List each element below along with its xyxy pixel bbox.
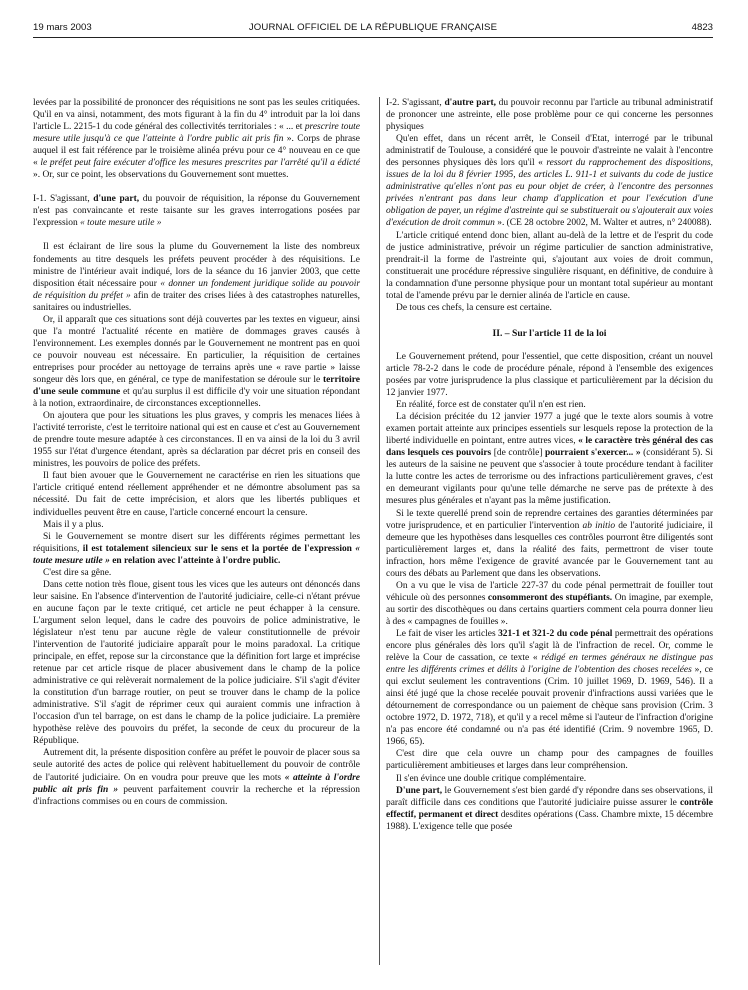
page-number: 4823	[691, 22, 713, 33]
header-rule	[33, 37, 713, 38]
paragraph: levées par la possibilité de prononcer des réquisitions ne sont pas les seules critiquées. Qu'il en va ainsi, notamment, des mots figurant à la fin du 4° introduit par la loi dans l'article L. 2215-1 du code général des collectivités territoriales : « ... et prescrire toute mesure utile jusqu'à ce que l'atteinte à l'ordre public ait pris fin ». Corps de phrase auquel il est fait référence par le troisième alinéa prévu pour ce 4° nouveau en ce que « le préfet peut faire exécuter d'office les mesures prescrites par l'arrêté qu'il a édicté ». Or, sur ce point, les observations du Gouvernement sont muettes.	[33, 98, 360, 181]
paragraph: I-1. S'agissant, d'une part, du pouvoir de réquisition, la réponse du Gouvernement n'est pas convaincante et reste taisante sur les graves interrogations posées par l'expression « toute mesure utile »	[33, 194, 361, 229]
paragraph: On a vu que le visa de l'article 227-37 du code pénal permettrait de fouiller tout véhicule où des personnes consommeront des stupéfiants. On imagine, par exemple, au sortir des discothèques ou dans certains quartiers comment cela pourra donner lieu à des « campagnes de fouilles ».	[386, 580, 714, 627]
paragraph: Si le Gouvernement se montre disert sur les différents régimes permettant les réquisitions, il est totalement silencieux sur le sens et la portée de l'expression « toute mesure utile » en relation avec l'atteinte à l'ordre public.	[33, 531, 360, 566]
paragraph: Il est éclairant de lire sous la plume du Gouvernement la liste des nombreux fondements au titre desquels les préfets peuvent procéder à des réquisitions. Le ministre de l'intérieur avait indiqué, lors de la séance du 16 janvier 2003, que cette disposition était nécessaire pour « donner un fondement juridique solide au pouvoir de réquisition du préfet » afin de traiter des crises liées à des catastrophes naturelles, sanitaires ou industrielles.	[33, 242, 360, 313]
paragraph: Or, il apparaît que ces situations sont déjà couvertes par les textes en vigueur, ainsi que l'a montré l'actualité récente en matière de dommages graves causés à l'environnement. Les exemples donnés par le Gouvernement ne montrent pas en quoi ce pouvoir nouveau est nécessaire. En particulier, la réquisition de certaines entreprises pour procéder au nettoyage de terrains après une « rave partie » laisse songeur dès lors que, en général, ce type de manifestation se déroule sur le territoire d'une seule commune et qu'au surplus il est difficile d'y voir une situation répondant à la notion, extraordinaire, de circonstances exceptionnelles.	[33, 314, 360, 410]
section-heading: II. – Sur l'article 11 de la loi	[492, 327, 607, 339]
paragraph: Le fait de viser les articles 321-1 et 321-2 du code pénal permettrait des opérations encore plus générales dès lors qu'il s'agit là de l'infraction de recel. Or, comme le relève la Cour de cassation, ce texte « rédigé en termes généraux ne distingue pas entre les différents crimes et délits à l'origine de l'obtention des choses recelées », ce qui exclut seulement les contraventions (Crim. 10 juillet 1969, D. 1969, 546). Il a ainsi été jugé que la chose recelée pouvait provenir d'infractions aussi variées que le détournement de correspondance ou un paiement de chèque sans provision (Crim. 3 octobre 1972, D. 1972, 718), et qu'il y a recel même si l'auteur de l'infraction d'origine n'a pas encore été condamné ou n'a pas été identifié (Crim. 9 novembre 1965, D. 1966, 65).	[386, 628, 713, 748]
paragraph: C'est dire sa gêne.	[43, 567, 112, 578]
paragraph: Il faut bien avouer que le Gouvernement ne caractérise en rien les situations que l'article critiqué entend réellement appréhender et ne démontre absolument pas sa nécessité. Du fait de cette imprécision, et alors que les libertés publiques et individuelles peuvent être en cause, l'article concerné encourt la censure.	[33, 471, 360, 518]
paragraph: De tous ces chefs, la censure est certaine.	[396, 302, 552, 313]
paragraph: Qu'en effet, dans un récent arrêt, le Conseil d'Etat, interrogé par le tribunal administratif de Toulouse, a considéré que le pouvoir d'astreinte ne valait à l'encontre des personnes physiques dès lors qu'il « ressort du rapprochement des dispositions, issues de la loi du 8 février 1995, des articles L. 911-1 et suivants du code de justice administrative qu'elles n'ont pas eu pour objet de créer, à l'encontre des personnes privées n'entrant pas dans leur champ d'application et pour l'exécution d'une obligation de payer, un régime d'astreinte qui se substituerait ou s'ajouterait aux voies d'exécution de droit commun ». (CE 28 octobre 2002, M. Walter et autres, n° 240088).	[386, 134, 713, 229]
paragraph: Dans cette notion très floue, gisent tous les vices que les auteurs ont dénoncés dans leur saisine. En l'absence d'intervention de l'autorité judiciaire, celle-ci n'étant prévue en aucune façon par le texte critiqué, cet article ne peut échapper à la censure. L'argument selon lequel, dans le cadre des pouvoirs de police administrative, le législateur n'est tenu par aucune règle de valeur constitutionnelle de prévoir l'intervention de l'autorité judiciaire apparaît pour le moins paradoxal. La critique principale, en effet, repose sur la circonstance que la définition fort large et imprécise retenue par cet article risque de placer abusivement dans le champ de la police administrative ce qui relèverait normalement de la police judiciaire. S'il s'agit d'éviter la constitution d'un barrage routier, on peut se trouver dans le champ de la police administrative. S'il s'agit de réprimer ceux qui auraient commis une infraction à l'occasion d'un tel barrage, on est dans le champ de la police judiciaire. La première hypothèse relève des pouvoirs du préfet, la seconde de ceux du procureur de la République.	[33, 579, 360, 747]
paragraph: On ajoutera que pour les situations les plus graves, y compris les menaces liées à l'activité terroriste, c'est le territoire national qui est en cause et c'est au Gouvernement de prendre toute mesure adaptée à ces circonstances. Il en va ainsi de la loi du 3 avril 1955 sur l'état d'urgence étendant, après sa déclaration par décret pris en conseil des ministres, les pouvoirs de police des préfets.	[33, 411, 360, 470]
paragraph: Mais il y a plus.	[43, 519, 104, 530]
paragraph: Si le texte querellé prend soin de reprendre certaines des garanties déterminées par votre jurisprudence, et en particulier l'intervention ab initio de l'autorité judiciaire, il demeure que les hypothèses dans lesquelles ces contrôles pourront être diligentés sont particulièrement larges et, dans la réalité des faits, permettront de viser toute infraction, hors même l'exigence de gravité avancée par le Gouvernement tant au cours des débats au Parlement que dans les observations.	[386, 508, 713, 579]
paragraph: Le Gouvernement prétend, pour l'essentiel, que cette disposition, créant un nouvel article 78-2-2 dans le code de procédure pénale, répond à l'ensemble des exigences posées par votre jurisprudence la plus classique et particulièrement par la décision du 12 janvier 1977.	[386, 351, 713, 399]
paragraph: Il s'en évince une double critique complémentaire.	[396, 773, 587, 784]
paragraph: L'article critiqué entend donc bien, allant au-delà de la lettre et de l'esprit du code de justice administrative, prévoir un régime particulier de sanction administrative, prendrait-il la forme de l'astreinte qui, s'ajoutant aux voies de droit commun, constituerait une procédure répressive singulière risquant, en définitive, de conduire à la condamnation d'une personne physique pour un montant total supérieur au montant total de l'amende prévu par le dernier alinéa de l'article en cause.	[386, 230, 713, 301]
header-date: 19 mars 2003	[33, 22, 92, 33]
paragraph: La décision précitée du 12 janvier 1977 a jugé que le texte alors soumis à votre examen portait atteinte aux principes essentiels sur lesquels repose la protection de la liberté individuelle en pointant, entre autres vices, « le caractère très général des cas dans lesquels ces pouvoirs [de contrôle] pourraient s'exercer... » (considérant 5). Si les auteurs de la saisine ne peuvent que s'associer à toute procédure tendant à faciliter la lutte contre les actes de terrorisme ou des infractions particulièrement graves, c'est en demeurant vigilants pour qu'une telle démarche ne serve pas de prétexte à des mesures plus générales et n'ayant pas la même justification.	[386, 412, 713, 507]
page-header	[33, 22, 713, 36]
paragraph: C'est dire que cela ouvre un champ pour des campagnes de fouilles particulièrement ambitieuses et larges dans leur compréhension.	[386, 749, 713, 772]
right-column	[386, 97, 713, 833]
paragraph: En réalité, force est de constater qu'il n'en est rien.	[396, 400, 586, 411]
column-separator	[379, 97, 380, 965]
paragraph: I-2. S'agissant, d'autre part, du pouvoir reconnu par l'article au tribunal administratif de prononcer une astreinte, elle pose problème pour ce qui concerne les personnes physiques	[386, 98, 713, 133]
journal-title: JOURNAL OFFICIEL DE LA RÉPUBLIQUE FRANÇAISE	[248, 22, 498, 33]
left-column	[33, 97, 360, 808]
paragraph: D'une part, le Gouvernement s'est bien gardé d'y répondre dans ses observations, il paraît difficile dans ces conditions que l'autorité judiciaire puisse assurer le contrôle effectif, permanent et direct desdites opérations (Cass. Chambre mixte, 15 décembre 1988). L'exigence telle que posée	[386, 785, 713, 832]
paragraph: Autrement dit, la présente disposition confère au préfet le pouvoir de placer sous sa seule autorité des actes de police qui relèvent habituellement du pouvoir de contrôle de l'autorité judiciaire. On en voudra pour preuve que les mots « atteinte à l'ordre public ait pris fin » peuvent parfaitement couvrir la recherche et la répression d'infractions commises ou en cours de commission.	[33, 748, 360, 807]
